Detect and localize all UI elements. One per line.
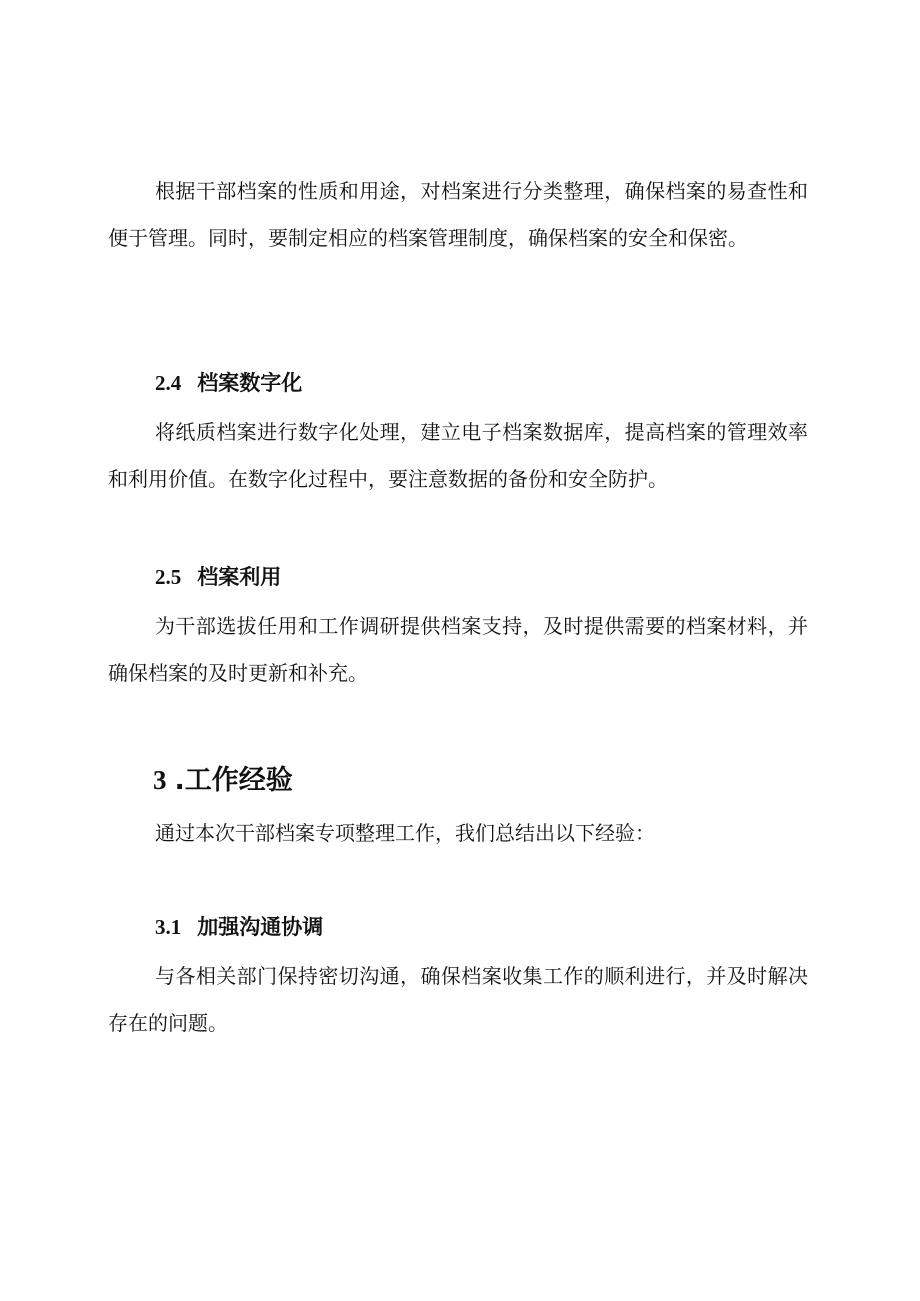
chapter-number: 3 xyxy=(153,765,167,795)
paragraph-classification: 根据干部档案的性质和用途，对档案进行分类整理，确保档案的易查性和便于管理。同时，要制定相应的档案管理制度，确保档案的安全和保密。 xyxy=(108,179,808,250)
section-title: 档案利用 xyxy=(197,565,282,589)
paragraph-utilization: 为干部选拔任用和工作调研提供档案支持，及时提供需要的档案材料，并确保档案的及时更新和补充。 xyxy=(108,614,808,685)
section-number: 2.5 xyxy=(155,565,182,589)
section-title: 档案数字化 xyxy=(197,371,303,395)
section-number: 2.4 xyxy=(155,371,182,395)
section-heading-3-1 xyxy=(155,912,323,942)
section-title: 加强沟通协调 xyxy=(197,915,324,939)
chapter-title: .工作经验 xyxy=(174,765,293,796)
section-number: 3.1 xyxy=(155,915,182,939)
chapter-heading-3 xyxy=(153,762,293,799)
paragraph-experience-intro: 通过本次干部档案专项整理工作，我们总结出以下经验： xyxy=(155,821,655,845)
paragraph-digitization: 将纸质档案进行数字化处理，建立电子档案数据库，提高档案的管理效率和利用价值。在数字化过程中，要注意数据的备份和安全防护。 xyxy=(108,420,808,491)
section-heading-2-4 xyxy=(155,368,302,398)
paragraph-communication: 与各相关部门保持密切沟通，确保档案收集工作的顺利进行，并及时解决存在的问题。 xyxy=(108,964,808,1035)
section-heading-2-5 xyxy=(155,562,281,592)
